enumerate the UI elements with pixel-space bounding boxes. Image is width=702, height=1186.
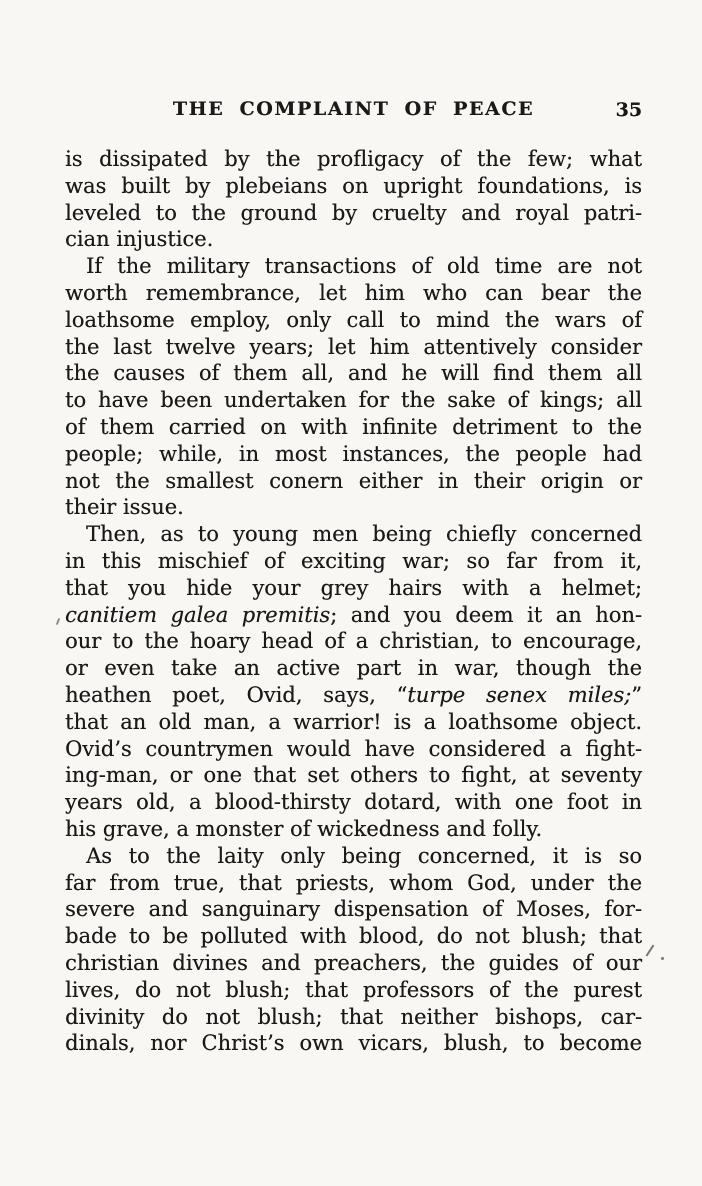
text-line	[65, 843, 642, 870]
text-line	[65, 602, 642, 629]
text-segment: christian divines and preachers, the guides of our	[65, 950, 642, 975]
text-segment: to have been undertaken for the sake of kings; all	[65, 388, 642, 413]
text-segment: years old, a blood-thirsty dotard, with one foot in	[65, 790, 642, 815]
text-segment: the last twelve years; let him attentively consider	[65, 334, 642, 359]
text-segment: the causes of them all, and he will find them all	[65, 361, 642, 386]
text-segment: of them carried on with infinite detriment to the	[65, 414, 642, 439]
text-line	[65, 1004, 642, 1031]
text-line	[65, 1030, 642, 1057]
text-line	[65, 682, 642, 709]
text-line	[65, 494, 642, 521]
text-segment: As to the laity only being concerned, it is so	[86, 843, 642, 868]
ink-stroke	[646, 945, 655, 957]
text-line	[65, 360, 642, 387]
text-line	[65, 789, 642, 816]
text-line	[65, 923, 642, 950]
text-segment: heathen poet, Ovid, says, “	[65, 682, 408, 707]
text-segment: is dissipated by the profligacy of the few; what	[65, 147, 642, 171]
text-segment: cian injustice.	[65, 227, 214, 252]
text-segment: far from true, that priests, whom God, under the	[65, 870, 642, 895]
text-line	[65, 548, 642, 575]
text-segment: their issue.	[65, 495, 184, 520]
text-line	[65, 628, 642, 655]
text-segment: was built by plebeians on upright foundations, is	[65, 173, 642, 198]
text-line	[65, 575, 642, 602]
text-segment: ing-man, or one that set others to fight, at seventy	[65, 763, 642, 788]
text-line	[65, 441, 642, 468]
text-line	[65, 736, 642, 763]
text-line	[65, 334, 642, 361]
text-segment: that you hide your grey hairs with a helmet;	[65, 575, 642, 600]
ink-dot	[661, 957, 664, 960]
text-line	[65, 253, 642, 280]
text-segment: worth remembrance, let him who can bear the	[65, 280, 642, 305]
italic-text-segment: turpe senex miles;	[407, 682, 632, 707]
text-line	[65, 387, 642, 414]
text-segment: leveled to the ground by cruelty and royal patri-	[65, 200, 642, 225]
text-line	[65, 146, 642, 173]
text-line	[65, 280, 642, 307]
text-line	[65, 950, 642, 977]
running-header-title: THE COMPLAINT OF PEACE	[172, 98, 535, 120]
running-header	[65, 98, 642, 124]
text-segment: Then, as to young men being chiefly concerned	[86, 522, 642, 547]
text-line	[65, 173, 642, 200]
text-line	[65, 896, 642, 923]
text-segment: that an old man, a warrior! is a loathsome object.	[65, 709, 642, 734]
italic-text-segment: canitiem galea premitis	[65, 602, 331, 627]
text-line	[65, 655, 642, 682]
text-segment: lives, do not blush; that professors of the purest	[65, 977, 642, 1002]
text-segment: Ovid’s countrymen would have considered a fight-	[65, 736, 642, 761]
text-line	[65, 307, 642, 334]
text-line	[65, 870, 642, 897]
text-line	[65, 762, 642, 789]
text-segment: or even take an active part in war, though the	[65, 656, 642, 681]
page-number: 35	[615, 99, 642, 121]
text-line	[65, 414, 642, 441]
text-segment: loathsome employ, only call to mind the wars of	[65, 307, 642, 332]
text-segment: ; and you deem it an hon-	[330, 602, 642, 627]
text-line	[65, 226, 642, 253]
text-segment: bade to be polluted with blood, do not blush; that	[65, 924, 642, 949]
ink-speck-icon	[56, 618, 60, 625]
text-segment: in this mischief of exciting war; so far from it,	[65, 548, 642, 573]
text-line	[65, 468, 642, 495]
text-line	[65, 521, 642, 548]
text-segment: not the smallest conern either in their origin or	[65, 468, 642, 493]
text-segment: people; while, in most instances, the people had	[65, 441, 642, 466]
text-segment: ”	[631, 682, 643, 707]
text-segment: dinals, nor Christ’s own vicars, blush, to become	[65, 1031, 642, 1056]
text-segment: his grave, a monster of wickedness and folly.	[65, 816, 543, 841]
text-segment: severe and sanguinary dispensation of Moses, for-	[65, 897, 642, 922]
text-segment: If the military transactions of old time are not	[86, 254, 642, 279]
text-line	[65, 816, 642, 843]
text-block	[65, 146, 642, 1057]
text-line	[65, 709, 642, 736]
text-line	[65, 977, 642, 1004]
text-segment: divinity do not blush; that neither bishops, car-	[65, 1004, 642, 1029]
text-segment: our to the hoary head of a christian, to encourage,	[65, 629, 642, 654]
text-line	[65, 200, 642, 227]
